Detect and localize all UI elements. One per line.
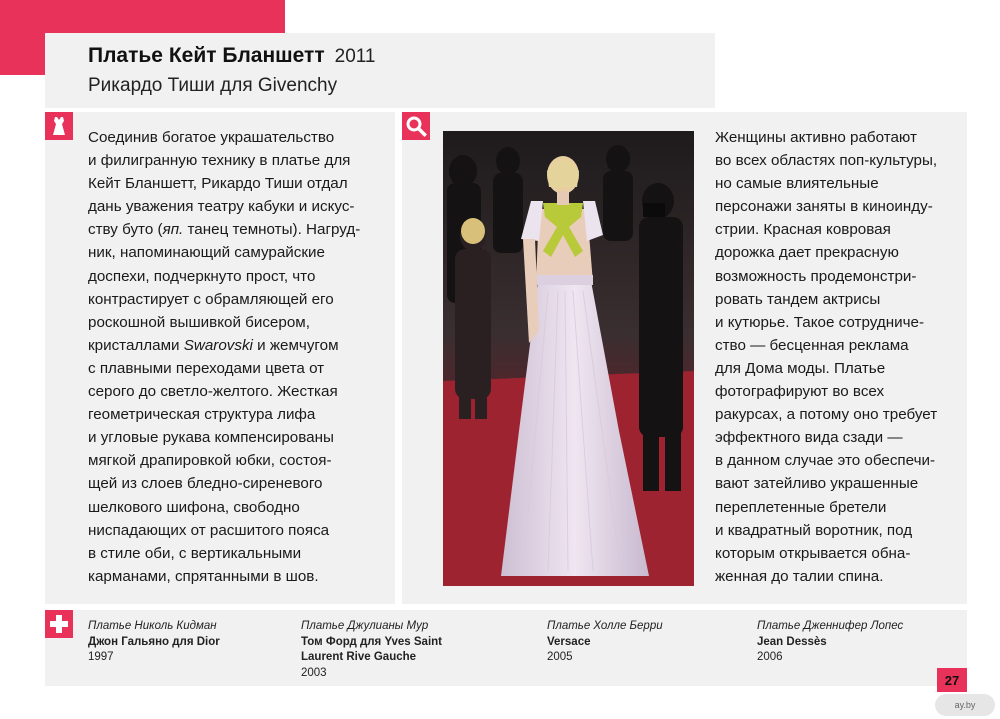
page-title (88, 44, 375, 68)
text-line: с плавными переходами цвета от (88, 359, 325, 377)
text-line: ровать тандем актрисы (715, 290, 881, 308)
text-line: шелкового шифона, свободно (88, 498, 300, 516)
text-line: и кутюрье. Такое сотрудниче- (715, 313, 925, 331)
text-line: которым открывается обна- (715, 544, 911, 562)
red-carpet-photo (443, 131, 694, 586)
text-fragment-italic: Swarovski (183, 336, 253, 354)
text-line: Соединив богатое украшательство (88, 129, 335, 146)
text-line: переплетенные бретели (715, 498, 887, 516)
right-body-text (715, 126, 937, 588)
footer-item (757, 619, 903, 666)
text-fragment: и жемчугом (252, 336, 339, 354)
footer-item (301, 619, 442, 681)
text-line: и квадратный воротник, под (715, 521, 913, 539)
text-line: ство — бесценная реклама (715, 336, 909, 354)
left-body-text (88, 126, 360, 588)
text-line: Кейт Бланшетт, Рикардо Тиши отдал (88, 175, 348, 193)
dress-icon (45, 112, 73, 140)
text-line: эффектного вида сзади — (715, 429, 903, 447)
text-line: доспехи, подчеркнуто прост, что (88, 267, 316, 285)
footer-item-designer: Versace (547, 635, 591, 648)
footer-item (88, 619, 220, 666)
text-line: роскошной вышивкой бисером, (88, 313, 310, 331)
footer-item-year: 1997 (88, 651, 114, 663)
text-line: но самые влиятельные (715, 175, 879, 193)
text-fragment: кристаллами (88, 336, 184, 354)
text-line: контрастирует с обрамляющей его (88, 290, 334, 308)
watermark: ay.by (935, 694, 995, 716)
search-icon (402, 112, 430, 140)
text-fragment: танец темноты). Нагруд- (183, 221, 361, 239)
text-line: вают затейливо украшенные (715, 475, 919, 493)
text-line: щей из слоев бледно-сиреневого (88, 475, 323, 493)
footer-item-name: Платье Николь Кидман (88, 620, 217, 632)
text-line: дань уважения театру кабуки и искус- (88, 198, 355, 216)
text-line: для Дома моды. Платье (715, 359, 886, 377)
plus-icon (45, 610, 73, 638)
footer-item-designer: Джон Гальяно для Dior (88, 635, 220, 648)
text-line: в стиле оби, с вертикальными (88, 544, 302, 562)
text-line: фотографируют во всех (715, 383, 885, 401)
category-sub: КРАСНАЯ ДОРОЖКА (811, 79, 966, 96)
text-line: стрии. Красная ковровая (715, 221, 891, 239)
text-line: ниспадающих от расшитого пояса (88, 521, 330, 539)
footer-item-year: 2005 (547, 651, 573, 663)
text-line: возможность продемонстри- (715, 267, 917, 285)
footer-item-designer: Том Форд для Yves Saint (301, 635, 442, 648)
text-line: женная до талии спина. (715, 567, 884, 585)
text-fragment: ству буто ( (88, 221, 163, 239)
text-line (88, 218, 360, 241)
text-line: и угловые рукава компенсированы (88, 429, 334, 447)
text-line: серого до светло-желтого. Жесткая (88, 383, 338, 401)
text-line: персонажи заняты в киноинду- (715, 198, 933, 216)
title-text: Платье Кейт Бланшетт (88, 44, 325, 67)
title-year: 2011 (334, 46, 376, 67)
text-fragment-italic: яп. (162, 221, 184, 239)
text-line: Женщины активно работают (715, 129, 917, 146)
text-line: ник, напоминающий самурайские (88, 244, 325, 262)
text-line: во всех областях поп-культуры, (715, 152, 938, 170)
page-number: 27 (937, 668, 967, 692)
text-line: карманами, спрятанными в шов. (88, 567, 319, 585)
footer-item-name: Платье Дженнифер Лопес (757, 620, 904, 632)
text-line: и филигранную технику в платье для (88, 152, 351, 170)
text-line: геометрическая структура лифа (88, 406, 316, 424)
footer-item (547, 619, 663, 666)
text-line: ракурсах, а потому оно требует (715, 406, 938, 424)
page-subtitle: Рикардо Тиши для Givenchy (88, 75, 338, 96)
text-line (88, 334, 360, 357)
text-line: в данном случае это обеспечи- (715, 452, 936, 470)
footer-item-name: Платье Джулианы Мур (301, 620, 429, 632)
category-main: РОСКОШЬ (863, 50, 966, 71)
footer-item-year: 2006 (757, 651, 783, 663)
footer-item-designer: Laurent Rive Gauche (301, 651, 417, 663)
text-line: мягкой драпировкой юбки, состоя- (88, 452, 332, 470)
footer-item-designer: Jean Dessès (757, 635, 827, 648)
text-line: дорожка дает прекрасную (715, 244, 899, 262)
footer-item-year: 2003 (301, 666, 327, 679)
footer-item-name: Платье Холле Берри (547, 620, 663, 632)
